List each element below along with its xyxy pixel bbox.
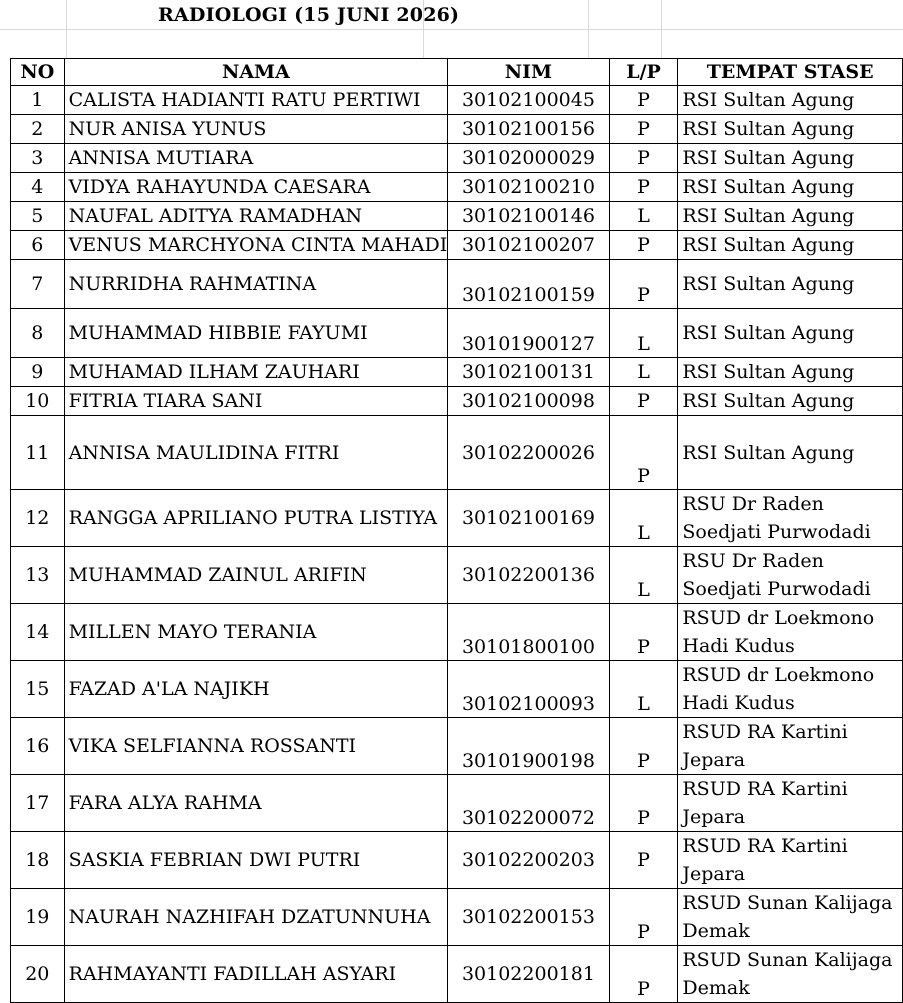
header-nim[interactable]: NIM bbox=[448, 59, 609, 86]
cell-nim[interactable]: 30102100156 bbox=[448, 115, 609, 144]
cell-nama[interactable]: NAUFAL ADITYA RAMADHAN bbox=[64, 202, 448, 231]
cell-no[interactable]: 8 bbox=[11, 309, 65, 358]
cell-nama[interactable]: ANNISA MAULIDINA FITRI bbox=[64, 416, 448, 490]
cell-nama[interactable]: RAHMAYANTI FADILLAH ASYARI bbox=[64, 946, 448, 1003]
cell-nim[interactable]: 30102100169 bbox=[448, 490, 609, 547]
cell-nim[interactable]: 30102200181 bbox=[448, 946, 609, 1003]
cell-lp[interactable]: P bbox=[609, 387, 678, 416]
cell-nama[interactable]: VENUS MARCHYONA CINTA MAHADI bbox=[64, 231, 448, 260]
cell-nim[interactable]: 30102200203 bbox=[448, 832, 609, 889]
cell-no[interactable]: 10 bbox=[11, 387, 65, 416]
cell-lp[interactable]: P bbox=[609, 775, 678, 832]
cell-lp[interactable]: P bbox=[609, 173, 678, 202]
cell-lp[interactable]: P bbox=[609, 115, 678, 144]
cell-nama[interactable]: MUHAMMAD ZAINUL ARIFIN bbox=[64, 547, 448, 604]
cell-stase[interactable]: RSUD Sunan Kalijaga Demak bbox=[678, 946, 903, 1003]
cell-nim[interactable]: 30102000029 bbox=[448, 144, 609, 173]
cell-no[interactable]: 17 bbox=[11, 775, 65, 832]
header-lp[interactable]: L/P bbox=[609, 59, 678, 86]
cell-no[interactable]: 16 bbox=[11, 718, 65, 775]
cell-lp[interactable]: L bbox=[609, 358, 678, 387]
cell-nama[interactable]: SASKIA FEBRIAN DWI PUTRI bbox=[64, 832, 448, 889]
cell-nim[interactable]: 30102100045 bbox=[448, 86, 609, 115]
cell-nim[interactable]: 30101900127 bbox=[448, 309, 609, 358]
table-row bbox=[11, 832, 903, 889]
cell-no[interactable]: 5 bbox=[11, 202, 65, 231]
cell-nama[interactable]: FAZAD A'LA NAJIKH bbox=[64, 661, 448, 718]
cell-nim[interactable]: 30102200153 bbox=[448, 889, 609, 946]
cell-nim[interactable]: 30102200072 bbox=[448, 775, 609, 832]
cell-no[interactable]: 13 bbox=[11, 547, 65, 604]
cell-lp[interactable]: L bbox=[609, 309, 678, 358]
cell-lp[interactable]: P bbox=[609, 86, 678, 115]
cell-lp[interactable]: L bbox=[609, 661, 678, 718]
table-row bbox=[11, 173, 903, 202]
cell-stase[interactable]: RSI Sultan Agung bbox=[678, 387, 903, 416]
cell-lp[interactable]: L bbox=[609, 490, 678, 547]
cell-lp[interactable]: P bbox=[609, 416, 678, 490]
cell-stase[interactable]: RSUD Sunan Kalijaga Demak bbox=[678, 889, 903, 946]
cell-nim[interactable]: 30102200026 bbox=[448, 416, 609, 490]
cell-nama[interactable]: FITRIA TIARA SANI bbox=[64, 387, 448, 416]
cell-no[interactable]: 14 bbox=[11, 604, 65, 661]
cell-no[interactable]: 2 bbox=[11, 115, 65, 144]
table-row bbox=[11, 358, 903, 387]
cell-no[interactable]: 6 bbox=[11, 231, 65, 260]
sheet-title: RADIOLOGI (15 JUNI 2026) bbox=[158, 4, 460, 26]
cell-no[interactable]: 15 bbox=[11, 661, 65, 718]
cell-stase[interactable]: RSU Dr Raden Soedjati Purwodadi bbox=[678, 490, 903, 547]
header-nama[interactable]: NAMA bbox=[64, 59, 448, 86]
table-row bbox=[11, 889, 903, 946]
cell-nim[interactable]: 30102100210 bbox=[448, 173, 609, 202]
table-row bbox=[11, 144, 903, 173]
cell-stase[interactable]: RSI Sultan Agung bbox=[678, 416, 903, 490]
table-row bbox=[11, 946, 903, 1003]
table-row bbox=[11, 661, 903, 718]
cell-stase[interactable]: RSI Sultan Agung bbox=[678, 260, 903, 309]
table-row bbox=[11, 309, 903, 358]
cell-lp[interactable]: L bbox=[609, 547, 678, 604]
table-row bbox=[11, 416, 903, 490]
header-no[interactable]: NO bbox=[11, 59, 65, 86]
schedule-table bbox=[10, 58, 903, 1003]
cell-no[interactable]: 20 bbox=[11, 946, 65, 1003]
table-row bbox=[11, 775, 903, 832]
cell-stase[interactable]: RSUD dr Loekmono Hadi Kudus bbox=[678, 661, 903, 718]
cell-nim[interactable]: 30101800100 bbox=[448, 604, 609, 661]
cell-nim[interactable]: 30102100146 bbox=[448, 202, 609, 231]
cell-no[interactable]: 4 bbox=[11, 173, 65, 202]
cell-nama[interactable]: MUHAMMAD HIBBIE FAYUMI bbox=[64, 309, 448, 358]
cell-lp[interactable]: P bbox=[609, 718, 678, 775]
cell-stase[interactable]: RSI Sultan Agung bbox=[678, 202, 903, 231]
cell-stase[interactable]: RSUD RA Kartini Jepara bbox=[678, 832, 903, 889]
cell-nama[interactable]: CALISTA HADIANTI RATU PERTIWI bbox=[64, 86, 448, 115]
header-stase[interactable]: TEMPAT STASE bbox=[678, 59, 903, 86]
cell-no[interactable]: 12 bbox=[11, 490, 65, 547]
cell-no[interactable]: 11 bbox=[11, 416, 65, 490]
gridline bbox=[588, 0, 589, 58]
cell-nama[interactable]: NAURAH NAZHIFAH DZATUNNUHA bbox=[64, 889, 448, 946]
cell-lp[interactable]: P bbox=[609, 832, 678, 889]
cell-stase[interactable]: RSUD RA Kartini Jepara bbox=[678, 775, 903, 832]
cell-no[interactable]: 7 bbox=[11, 260, 65, 309]
cell-no[interactable]: 19 bbox=[11, 889, 65, 946]
cell-nim[interactable]: 30102100207 bbox=[448, 231, 609, 260]
cell-stase[interactable]: RSI Sultan Agung bbox=[678, 358, 903, 387]
cell-no[interactable]: 9 bbox=[11, 358, 65, 387]
cell-no[interactable]: 18 bbox=[11, 832, 65, 889]
cell-stase[interactable]: RSI Sultan Agung bbox=[678, 144, 903, 173]
table-row bbox=[11, 115, 903, 144]
table-row bbox=[11, 604, 903, 661]
cell-nim[interactable]: 30102100093 bbox=[448, 661, 609, 718]
cell-stase[interactable]: RSUD RA Kartini Jepara bbox=[678, 718, 903, 775]
cell-no[interactable]: 3 bbox=[11, 144, 65, 173]
cell-stase[interactable]: RSI Sultan Agung bbox=[678, 173, 903, 202]
cell-stase[interactable]: RSI Sultan Agung bbox=[678, 115, 903, 144]
cell-lp[interactable]: P bbox=[609, 946, 678, 1003]
table-row bbox=[11, 86, 903, 115]
table-body bbox=[11, 86, 903, 1003]
cell-nama[interactable]: FARA ALYA RAHMA bbox=[64, 775, 448, 832]
cell-lp[interactable]: L bbox=[609, 202, 678, 231]
cell-nama[interactable]: ANNISA MUTIARA bbox=[64, 144, 448, 173]
gridline bbox=[661, 0, 662, 58]
cell-stase[interactable]: RSUD dr Loekmono Hadi Kudus bbox=[678, 604, 903, 661]
table-row bbox=[11, 718, 903, 775]
table-row bbox=[11, 547, 903, 604]
header-row bbox=[11, 59, 903, 86]
cell-lp[interactable]: P bbox=[609, 889, 678, 946]
gridline bbox=[66, 0, 67, 58]
cell-stase[interactable]: RSI Sultan Agung bbox=[678, 309, 903, 358]
cell-nim[interactable]: 30102100098 bbox=[448, 387, 609, 416]
cell-lp[interactable]: P bbox=[609, 604, 678, 661]
cell-nama[interactable]: NUR ANISA YUNUS bbox=[64, 115, 448, 144]
cell-no[interactable]: 1 bbox=[11, 86, 65, 115]
table-row bbox=[11, 231, 903, 260]
cell-lp[interactable]: P bbox=[609, 231, 678, 260]
cell-nim[interactable]: 30102100131 bbox=[448, 358, 609, 387]
cell-nama[interactable]: MUHAMAD ILHAM ZAUHARI bbox=[64, 358, 448, 387]
cell-nim[interactable]: 30102100159 bbox=[448, 260, 609, 309]
table-row bbox=[11, 387, 903, 416]
cell-stase[interactable]: RSI Sultan Agung bbox=[678, 231, 903, 260]
table-row bbox=[11, 260, 903, 309]
cell-lp[interactable]: P bbox=[609, 260, 678, 309]
cell-nama[interactable]: VIKA SELFIANNA ROSSANTI bbox=[64, 718, 448, 775]
cell-stase[interactable]: RSU Dr Raden Soedjati Purwodadi bbox=[678, 547, 903, 604]
cell-lp[interactable]: P bbox=[609, 144, 678, 173]
cell-nim[interactable]: 30102200136 bbox=[448, 547, 609, 604]
cell-nama[interactable]: VIDYA RAHAYUNDA CAESARA bbox=[64, 173, 448, 202]
gridline bbox=[0, 29, 903, 30]
table-row bbox=[11, 202, 903, 231]
cell-nama[interactable]: MILLEN MAYO TERANIA bbox=[64, 604, 448, 661]
cell-stase[interactable]: RSI Sultan Agung bbox=[678, 86, 903, 115]
table-row bbox=[11, 490, 903, 547]
cell-nim[interactable]: 30101900198 bbox=[448, 718, 609, 775]
cell-nama[interactable]: RANGGA APRILIANO PUTRA LISTIYA bbox=[64, 490, 448, 547]
cell-nama[interactable]: NURRIDHA RAHMATINA bbox=[64, 260, 448, 309]
